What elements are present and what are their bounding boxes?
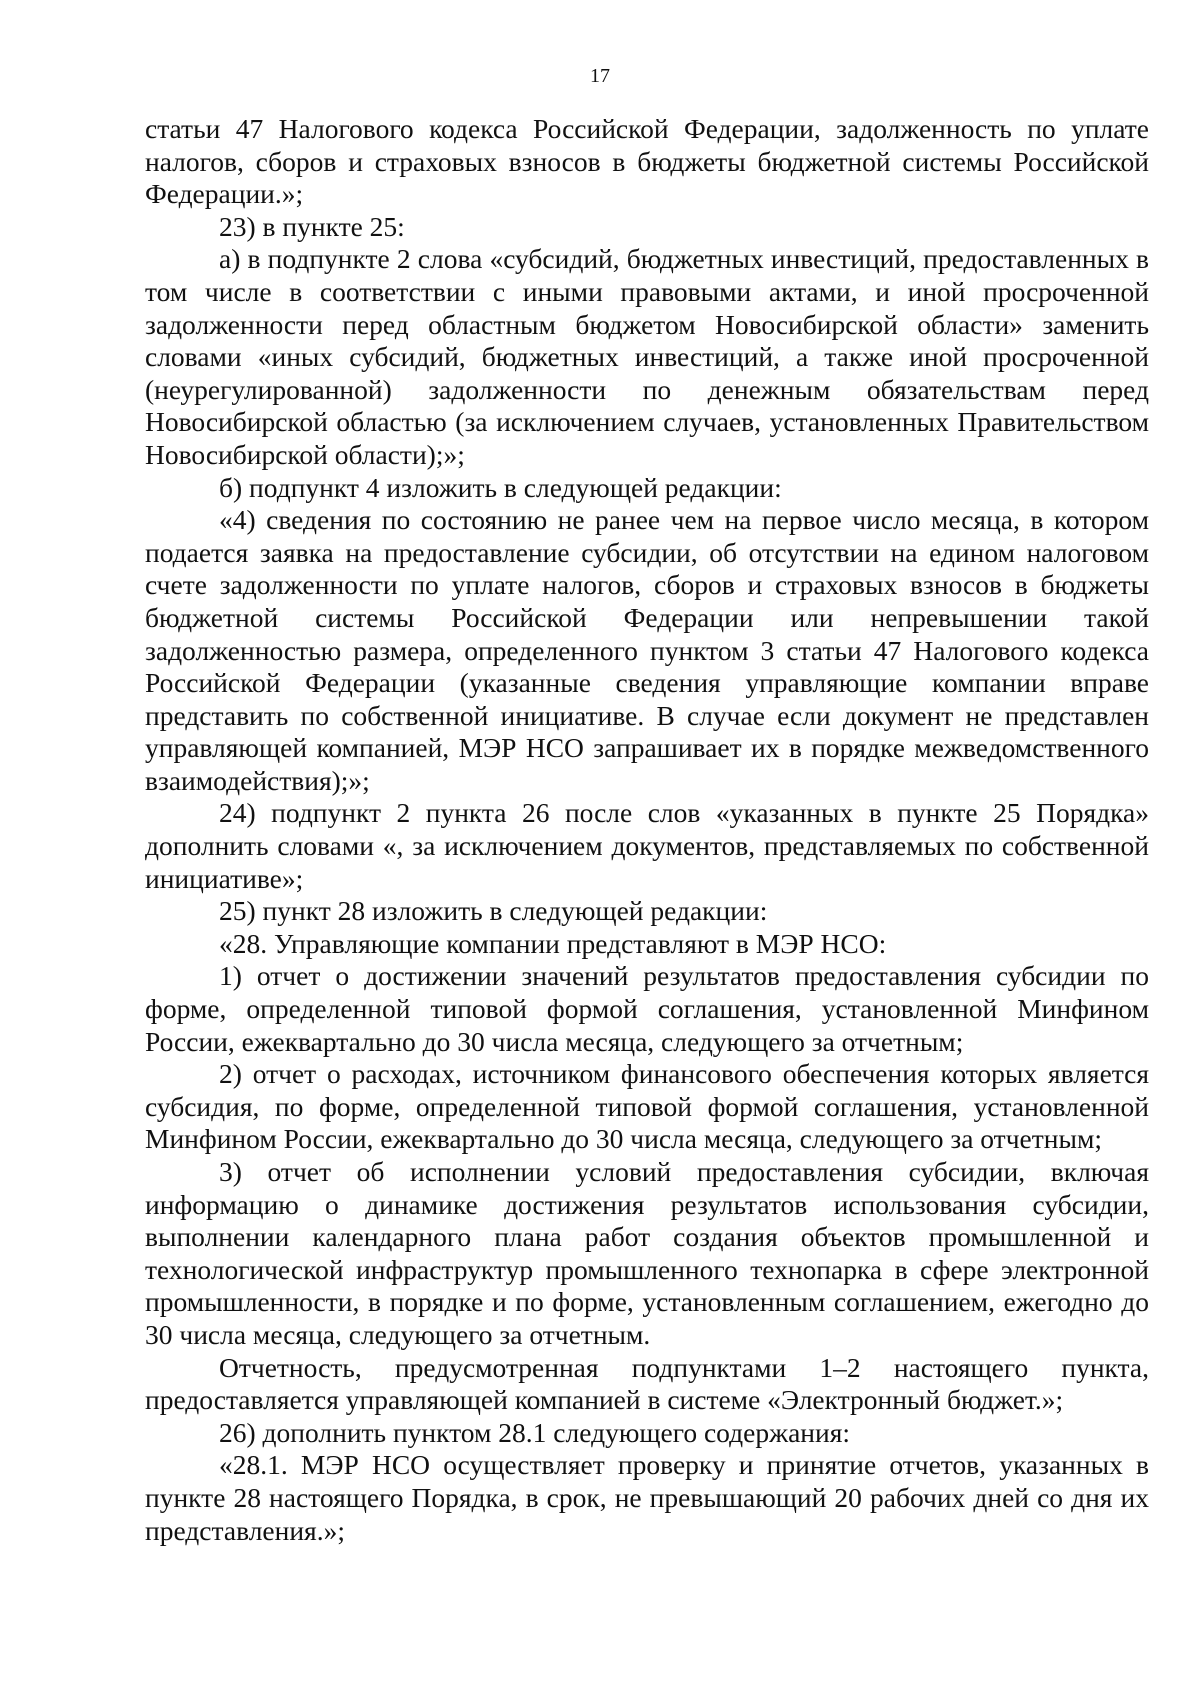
paragraph-subitem-b: б) подпункт 4 изложить в следующей редакции: (219, 471, 782, 503)
paragraph-item-24: 24) подпункт 2 пункта 26 после слов «указанных в пункте 25 Порядка» дополнить словами «, за исключением документов, представляемых по собственной инициативе»; (145, 797, 1149, 894)
paragraph-item-25: 25) пункт 28 изложить в следующей редакции: (219, 895, 768, 927)
paragraph-report-1: 1) отчет о достижении значений результатов предоставления субсидии по форме, определенной типовой формой соглашения, установленной Минфином России, ежеквартально до 30 числа месяца, следующего за отчетным; (145, 960, 1149, 1057)
paragraph-report-3: 3) отчет об исполнении условий предоставления субсидии, включая информацию о динамике достижения результатов использования субсидии, выполнении календарного плана работ создания объектов промышленной и технологической инфраструктур промышленного технопарка в сфере электронной промышленности, в порядке и по форме, установленным соглашением, ежегодно до 30 числа месяца, следующего за отчетным. (145, 1156, 1149, 1350)
paragraph-quoted-item-28: «28. Управляющие компании представляют в МЭР НСО: (219, 927, 887, 959)
paragraph-quoted-subitem-4: «4) сведения по состоянию не ранее чем на первое число месяца, в котором подается заявка на предоставление субсидии, об отсутствии на едином налоговом счете задолженности по уплате налогов, сборов и страховых взносов в бюджеты бюджетной системы Российской Федерации или непревышении такой задолженностью размера, определенного пунктом 3 статьи 47 Налогового кодекса Российской Федерации (указанные сведения управляющие компании вправе представить по собственной инициативе. В случае если документ не представлен управляющей компанией, МЭР НСО запрашивает их в порядке межведомственного взаимодействия);»; (145, 504, 1149, 796)
page-number: 17 (590, 65, 610, 87)
paragraph-continuation-article-47: статьи 47 Налогового кодекса Российской Федерации, задолженность по уплате налогов, сборов и страховых взносов в бюджеты бюджетной системы Российской Федерации.»; (145, 113, 1149, 210)
paragraph-item-23: 23) в пункте 25: (219, 210, 405, 242)
paragraph-quoted-item-28-1: «28.1. МЭР НСО осуществляет проверку и принятие отчетов, указанных в пункте 28 настоящего Порядка, в срок, не превышающий 20 рабочих дней со дня их представления.»; (145, 1449, 1149, 1546)
paragraph-reporting-system: Отчетность, предусмотренная подпунктами 1–2 настоящего пункта, предоставляется управляющей компанией в системе «Электронный бюджет.»; (145, 1351, 1149, 1416)
paragraph-item-26: 26) дополнить пунктом 28.1 следующего содержания: (219, 1416, 851, 1448)
paragraph-report-2: 2) отчет о расходах, источником финансового обеспечения которых является субсидия, по форме, определенной типовой формой соглашения, установленной Минфином России, ежеквартально до 30 числа месяца, следующего за отчетным; (145, 1058, 1149, 1155)
paragraph-subitem-a: а) в подпункте 2 слова «субсидий, бюджетных инвестиций, предоставленных в том числе в соответствии с иными правовыми актами, и иной просроченной задолженности перед областным бюджетом Новосибирской области» заменить словами «иных субсидий, бюджетных инвестиций, а также иной просроченной (неурегулированной) задолженности по денежным обязательствам перед Новосибирской областью (за исключением случаев, установленных Правительством Новосибирской области);»; (145, 243, 1149, 470)
document-body (145, 113, 1149, 1547)
